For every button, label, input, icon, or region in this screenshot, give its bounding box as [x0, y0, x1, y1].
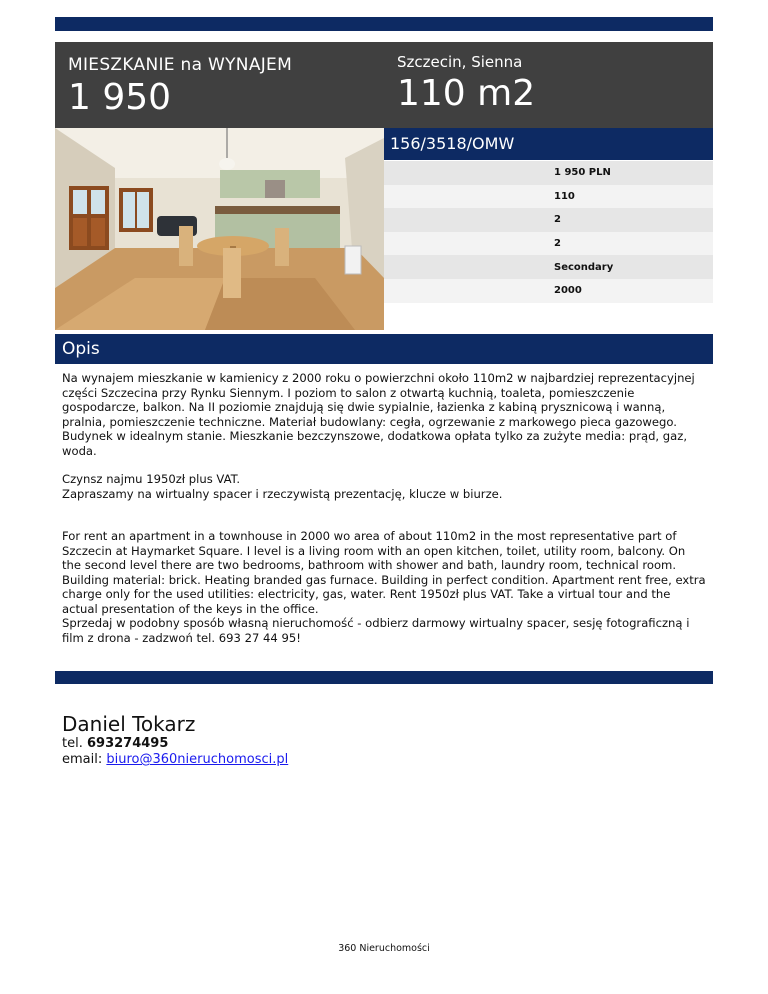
- section-title: Opis: [62, 339, 100, 359]
- reference-bar: [384, 128, 713, 160]
- detail-value: 1 950 PLN: [554, 167, 611, 179]
- listing-type: MIESZKANIE na WYNAJEM: [68, 55, 293, 75]
- agent-name: Daniel Tokarz: [62, 712, 196, 736]
- listing-location: Szczecin, Sienna: [397, 53, 523, 71]
- detail-value: 2: [554, 214, 561, 226]
- contact-block: [62, 712, 288, 768]
- detail-row-area: [384, 185, 713, 209]
- listing-price: 1 950: [68, 77, 172, 118]
- description-section-bar: [55, 334, 713, 364]
- top-accent-bar: [55, 17, 713, 31]
- detail-value: 2000: [554, 285, 582, 297]
- detail-value: Secondary: [554, 261, 614, 273]
- detail-row-market: [384, 255, 713, 279]
- details-table: [384, 161, 713, 303]
- description-text: [62, 371, 707, 645]
- listing-area: 110 m2: [397, 73, 536, 114]
- phone-line: [62, 736, 288, 752]
- description-en-main: For rent an apartment in a townhouse in 2000 wo area of about 110m2 in the most representative part of Szczecin at Haymarket Square. I level is a living room with an open kitchen, toilet, utility room, balcony. On the second level there are two bedrooms, bathroom with shower and bath, laundry room, technical room. Building material: brick. Heating branded gas furnace. Building in perfect condition. Apartment rent free, extra charge only for the used utilities: electricity, gas, water. Rent 1950zł plus VAT. Take a virtual tour and the actual presentation of the keys in the office. Sprzedaj w podobny sposób własną nieruchomość - odbierz darmowy wirtualny spacer, sesję fotograficzną i film z drona - zadzwoń tel. 693 27 44 95!: [62, 529, 706, 645]
- listing-header: [55, 42, 713, 128]
- detail-value: 2: [554, 238, 561, 250]
- detail-value: 110: [554, 190, 575, 202]
- reference-number: 156/3518/OMW: [390, 134, 515, 153]
- email-line: [62, 752, 288, 768]
- phone-label: tel.: [62, 736, 83, 751]
- email-label: email:: [62, 752, 103, 767]
- detail-row-year: [384, 279, 713, 303]
- bottom-accent-bar: [55, 671, 713, 684]
- description-pl-main: Na wynajem mieszkanie w kamienicy z 2000 roku o powierzchni około 110m2 w najbardziej reprezentacyjnej części Szczecina przy Rynku Siennym. I poziom to salon z otwartą kuchnią, toaleta, pomieszczenie gospodarcze, balkon. Na II poziomie znajdują się dwie sypialnie, łazienka z kabiną prysznicową i wanną, pralnia, pomieszczenie techniczne. Materiał budowlany: cegła, ogrzewanie z markowego pieca gazowego. Budynek w idealnym stanie. Mieszkanie bezczynszowe, dodatkowa opłata tylko za zużyte media: prąd, gaz, woda.: [62, 371, 695, 458]
- detail-row-rooms: [384, 208, 713, 232]
- detail-row-floors: [384, 232, 713, 256]
- email-link[interactable]: biuro@360nieruchomosci.pl: [106, 752, 289, 767]
- description-pl-rent: Czynsz najmu 1950zł plus VAT. Zapraszamy na wirtualny spacer i rzeczywistą prezentację, klucze w biurze.: [62, 472, 503, 501]
- phone-number: 693274495: [86, 736, 169, 751]
- detail-row-price: [384, 161, 713, 185]
- apartment-photo: [55, 128, 384, 330]
- footer-text: 360 Nieruchomości: [338, 943, 430, 954]
